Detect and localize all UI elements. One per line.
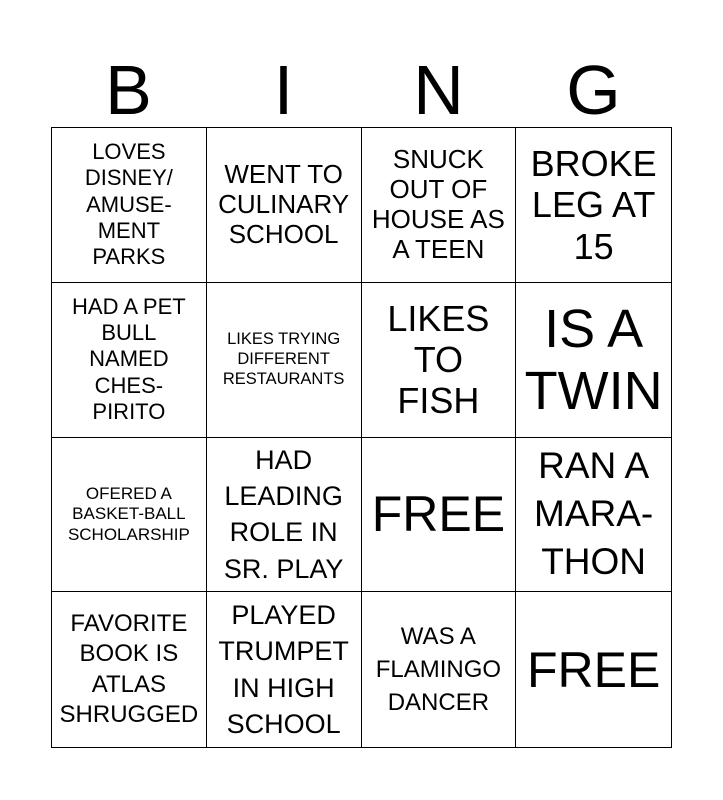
cell-line: LOVES: [92, 138, 166, 164]
cell-line: HAD A PET: [72, 293, 186, 319]
cell-line: WENT TO: [224, 159, 343, 190]
cell-line: THON: [541, 541, 647, 583]
bingo-header: [51, 52, 671, 128]
bingo-cell[interactable]: [362, 283, 517, 438]
cell-text: [372, 484, 505, 544]
cell-line: IS A: [544, 298, 644, 359]
cell-text: [72, 294, 186, 426]
cell-line: PIRITO: [92, 399, 166, 425]
bingo-cell[interactable]: [362, 592, 517, 747]
cell-line: LEG AT: [531, 184, 656, 226]
cell-line: FISH: [397, 380, 480, 422]
cell-line: ATLAS: [91, 670, 166, 698]
cell-line: TWIN: [524, 360, 663, 421]
cell-line: DANCER: [387, 689, 490, 717]
cell-text: [60, 609, 199, 731]
cell-line: DISNEY/: [84, 165, 173, 191]
cell-line: HAD: [255, 445, 313, 476]
bingo-cell-free[interactable]: [362, 438, 517, 593]
cell-line: SR. PLAY: [223, 553, 344, 584]
bingo-cell[interactable]: [52, 283, 207, 438]
cell-line: FREE: [371, 486, 506, 543]
cell-text: [224, 442, 344, 587]
bingo-cell-free[interactable]: [516, 592, 671, 747]
cell-line: NAMED: [89, 346, 169, 372]
cell-text: [68, 484, 190, 545]
cell-line: SCHOLARSHIP: [67, 524, 190, 544]
cell-line: FAVORITE: [70, 609, 188, 637]
cell-line: ROLE IN: [229, 517, 338, 548]
cell-line: LEADING: [224, 481, 343, 512]
cell-line: LIKES TRYING: [227, 329, 341, 348]
cell-line: OFERED A: [85, 483, 172, 503]
cell-text: [218, 160, 349, 250]
cell-text: [218, 597, 349, 742]
cell-line: 15: [573, 225, 614, 267]
cell-line: MARA-: [534, 493, 654, 535]
bingo-cell[interactable]: [362, 128, 517, 283]
cell-line: WAS A: [400, 622, 476, 650]
cell-line: PLAYED: [231, 600, 336, 631]
cell-line: TRUMPET: [218, 636, 349, 667]
bingo-board: [51, 127, 672, 748]
cell-line: LIKES: [387, 297, 490, 339]
cell-text: [85, 139, 173, 271]
cell-line: A TEEN: [392, 233, 485, 264]
cell-text: [527, 640, 660, 700]
cell-line: FREE: [526, 641, 661, 698]
cell-line: OUT OF: [389, 173, 488, 204]
cell-text: [387, 298, 489, 422]
cell-line: BOOK IS: [79, 640, 179, 668]
bingo-cell[interactable]: [52, 592, 207, 747]
cell-text: [525, 298, 663, 422]
bingo-cell[interactable]: [207, 283, 362, 438]
bingo-cell[interactable]: [207, 592, 362, 747]
header-letter-n: N: [413, 51, 464, 129]
cell-line: BULL: [101, 320, 157, 346]
cell-text: [376, 620, 501, 719]
cell-text: [223, 330, 345, 389]
cell-line: SHRUGGED: [59, 701, 199, 729]
cell-line: FLAMINGO: [375, 656, 502, 684]
bingo-cell[interactable]: [207, 438, 362, 593]
bingo-cell[interactable]: [52, 438, 207, 593]
header-letter-g: G: [566, 51, 621, 129]
bingo-cell[interactable]: [516, 283, 671, 438]
cell-line: HOUSE AS: [371, 203, 505, 234]
cell-line: BROKE: [530, 142, 657, 184]
cell-line: TO: [413, 338, 464, 380]
cell-line: AMUSE-: [86, 191, 172, 217]
cell-line: CHES-: [94, 372, 164, 398]
header-letter-b: B: [105, 51, 152, 129]
bingo-cell[interactable]: [516, 128, 671, 283]
cell-text: [372, 145, 505, 265]
cell-line: SNUCK: [392, 144, 484, 175]
cell-line: BASKET-BALL: [72, 504, 186, 524]
cell-line: SCHOOL: [228, 218, 339, 249]
bingo-cell[interactable]: [52, 128, 207, 283]
cell-line: DIFFERENT: [237, 349, 330, 368]
bingo-cell[interactable]: [207, 128, 362, 283]
cell-line: IN HIGH: [232, 672, 335, 703]
cell-line: SCHOOL: [226, 708, 341, 739]
cell-line: MENT: [97, 218, 161, 244]
bingo-cell[interactable]: [516, 438, 671, 593]
header-letter-i: I: [273, 51, 294, 129]
cell-line: CULINARY: [218, 188, 350, 219]
cell-line: RAN A: [538, 445, 650, 487]
cell-line: RESTAURANTS: [222, 369, 345, 388]
cell-text: [531, 143, 657, 267]
cell-text: [534, 442, 653, 586]
cell-line: PARKS: [92, 244, 166, 270]
